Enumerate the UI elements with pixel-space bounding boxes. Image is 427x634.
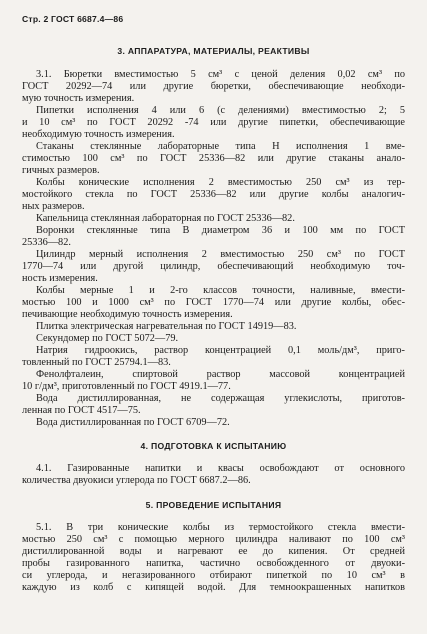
text-line: ГОСТ 20292—74 или другие бюретки, обеспечивающие необходи- [22, 81, 405, 92]
text-line: Плитка электрическая нагревательная по ГОСТ 14919—83. [36, 321, 297, 332]
text-line: Колбы конические исполнения 2 вместимостью 250 см³ из тер- [36, 177, 405, 188]
text-line: 5.1. В три конические колбы из термостойкого стекла вмести- [36, 522, 405, 533]
text-line: ленная по ГОСТ 4517—75. [22, 405, 141, 416]
text-line: Вода дистиллированная, не содержащая углекислоты, приготов- [36, 393, 405, 404]
section-5-heading: 5. ПРОВЕДЕНИЕ ИСПЫТАНИЯ [145, 500, 282, 510]
text-line: мостью 100 и 1000 см³ по ГОСТ 1770—74 или другие колбы, обес- [22, 297, 405, 308]
text-line: и 10 см³ по ГОСТ 20292 -74 или другие пипетки, обеспечивающие [22, 117, 405, 128]
text-line: 1770—74 или другой цилиндр, обеспечивающий необходимую точ- [22, 261, 405, 272]
text-line: мостью 250 см³ с помощью мерного цилиндра наливают по 100 см³ [22, 534, 405, 545]
text-line: Капельница стеклянная лабораторная по ГОСТ 25336—82. [36, 213, 295, 224]
text-line: необходимую точность измерения. [22, 129, 175, 140]
text-line: си углерода, и негазированного отбирают пипеткой по 10 см³ в [22, 570, 405, 581]
text-line: ных размеров. [22, 201, 85, 212]
section-3-heading: 3. АППАРАТУРА, МАТЕРИАЛЫ, РЕАКТИВЫ [117, 46, 310, 56]
text-line: Натрия гидроокись, раствор концентрацией 0,1 моль/дм³, приго- [36, 345, 405, 356]
text-line: пробы газированного напитка, частично освобожденного от двуоки- [22, 558, 405, 569]
running-header: Стр. 2 ГОСТ 6687.4—86 [22, 14, 124, 24]
text-line: мую точность измерения. [22, 93, 135, 104]
text-line: количества двуокиси углерода по ГОСТ 6687.2—86. [22, 475, 251, 486]
text-line: стимостью 100 см³ по ГОСТ 25336—82 или другие стаканы анало- [22, 153, 405, 164]
text-line: каждую из колб с кипящей водой. Для темноокрашенных напитков [22, 582, 405, 593]
text-line: ность измерения. [22, 273, 98, 284]
text-line: 10 г/дм³, приготовленный по ГОСТ 4919.1—77. [22, 381, 231, 392]
text-line: дистиллированной воды и нагревают ее до кипения. От средней [22, 546, 405, 557]
text-line: 3.1. Бюретки вместимостью 5 см³ с ценой деления 0,02 см³ по [36, 69, 405, 80]
text-line: Колбы мерные 1 и 2-го классов точности, наливные, вмести- [36, 285, 405, 296]
text-line: 4.1. Газированные напитки и квасы освобождают от основного [36, 463, 405, 474]
text-line: Пипетки исполнения 4 или 6 (с делениями) вместимостью 2; 5 [36, 105, 405, 116]
section-4-heading: 4. ПОДГОТОВКА К ИСПЫТАНИЮ [140, 441, 287, 451]
text-line: мостойкого стекла по ГОСТ 25336—82 или другие колбы аналогич- [22, 189, 405, 200]
text-line: Цилиндр мерный исполнения 2 вместимостью 250 см³ по ГОСТ [36, 249, 405, 260]
text-line: Вода дистиллированная по ГОСТ 6709—72. [36, 417, 230, 428]
text-line: Воронки стеклянные типа В диаметром 36 и 100 мм по ГОСТ [36, 225, 405, 236]
text-line: гичных размеров. [22, 165, 100, 176]
text-line: печивающие необходимую точность измерения. [22, 309, 233, 320]
text-line: товленный по ГОСТ 25794.1—83. [22, 357, 171, 368]
text-line: 25336—82. [22, 237, 71, 248]
text-line: Секундомер по ГОСТ 5072—79. [36, 333, 179, 344]
text-line: Стаканы стеклянные лабораторные типа Н исполнения 1 вме- [36, 141, 405, 152]
text-line: Фенолфталеин, спиртовой раствор массовой концентрацией [36, 369, 405, 380]
